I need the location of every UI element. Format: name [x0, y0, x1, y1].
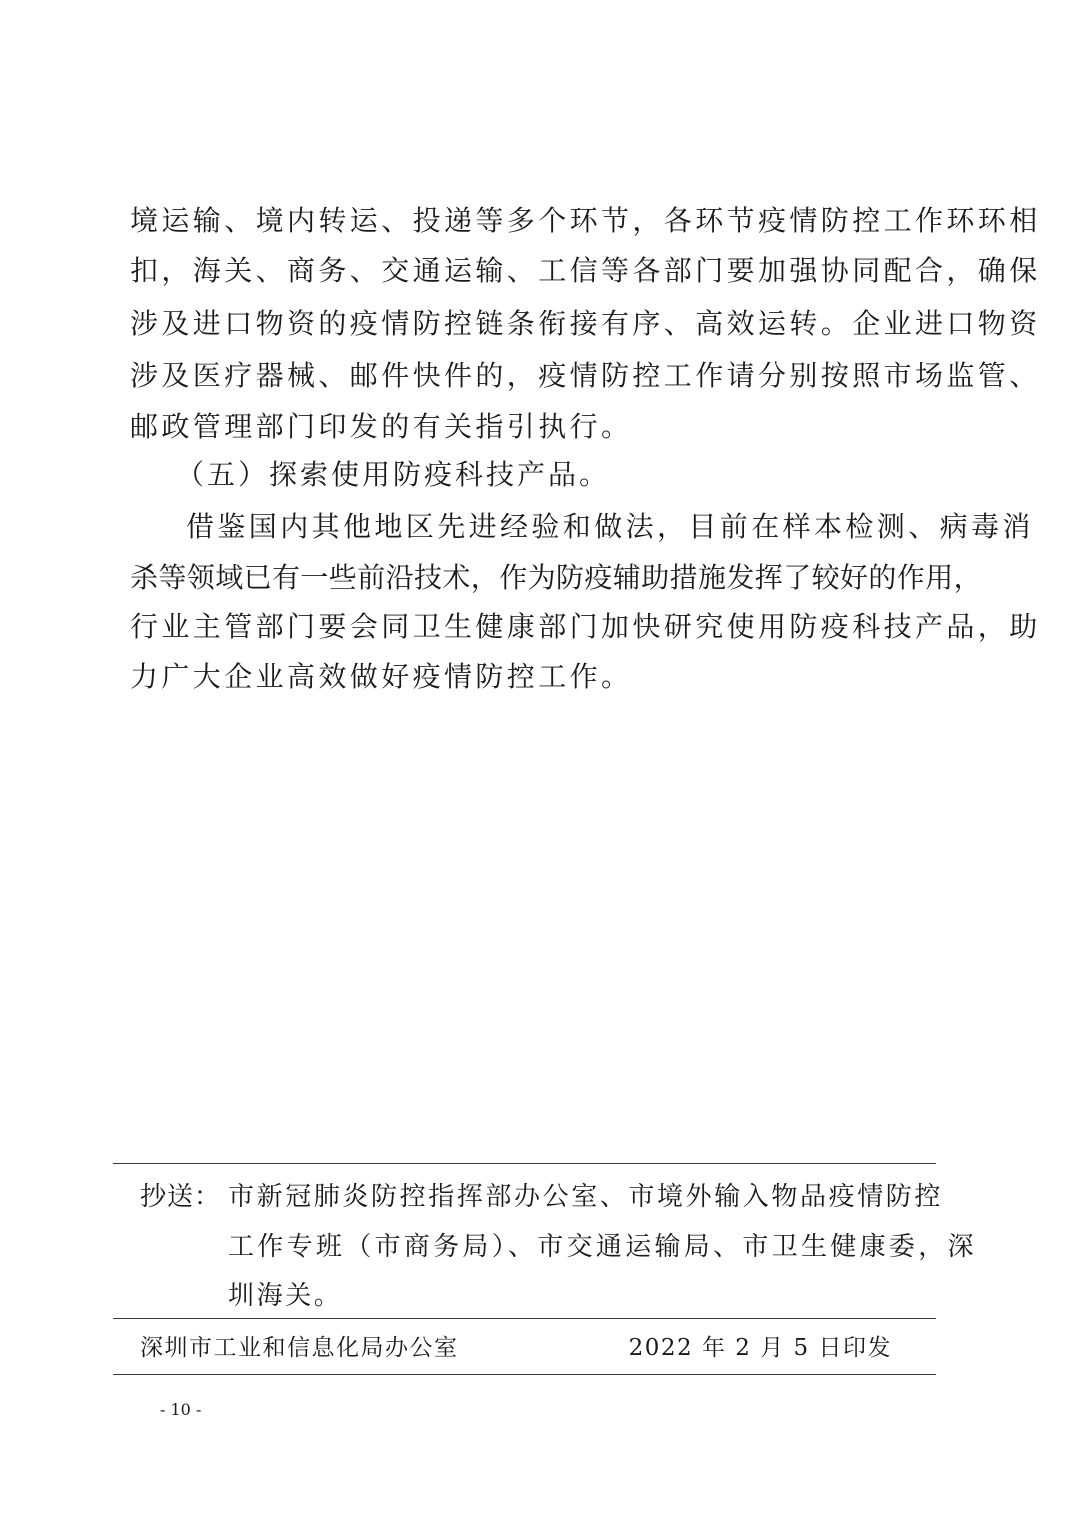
page-number: - 10 - — [160, 1400, 202, 1419]
footer-top-rule — [113, 1163, 936, 1164]
footer-bottom-rule — [113, 1374, 936, 1375]
paragraph-line: 杀等领域已有一些前沿技术，作为防疫辅助措施发挥了较好的作用， — [130, 561, 983, 594]
paragraph-line: 境运输、境内转运、投递等多个环节，各环节疫情防控工作环环相 — [130, 204, 1041, 237]
cc-recipients-line: 工作专班（市商务局）、市交通运输局、市卫生健康委，深 — [228, 1232, 977, 1262]
paragraph-line: 行业主管部门要会同卫生健康部门加快研究使用防疫科技产品，助 — [130, 610, 1041, 643]
cc-label: 抄送： — [140, 1182, 222, 1212]
section-heading: （五）探索使用防疫科技产品。 — [176, 458, 611, 491]
issuing-office: 深圳市工业和信息化局办公室 — [140, 1335, 459, 1361]
cc-recipients-line: 市新冠肺炎防控指挥部办公室、市境外输入物品疫情防控 — [228, 1182, 944, 1212]
footer-middle-rule — [113, 1318, 936, 1319]
paragraph-line: 扣，海关、商务、交通运输、工信等各部门要加强协同配合，确保 — [130, 254, 1041, 287]
paragraph-line: 涉及医疗器械、邮件快件的，疫情防控工作请分别按照市场监管、 — [130, 359, 1041, 392]
paragraph-line: 借鉴国内其他地区先进经验和做法，目前在样本检测、病毒消 — [186, 510, 1034, 543]
paragraph-line: 邮政管理部门印发的有关指引执行。 — [130, 410, 633, 443]
paragraph-line: 涉及进口物资的疫情防控链条衔接有序、高效运转。企业进口物资 — [130, 307, 1041, 340]
paragraph-line: 力广大企业高效做好疫情防控工作。 — [130, 660, 633, 693]
cc-recipients-line: 圳海关。 — [228, 1281, 343, 1311]
issue-date: 2022 年 2 月 5 日印发 — [628, 1335, 892, 1361]
